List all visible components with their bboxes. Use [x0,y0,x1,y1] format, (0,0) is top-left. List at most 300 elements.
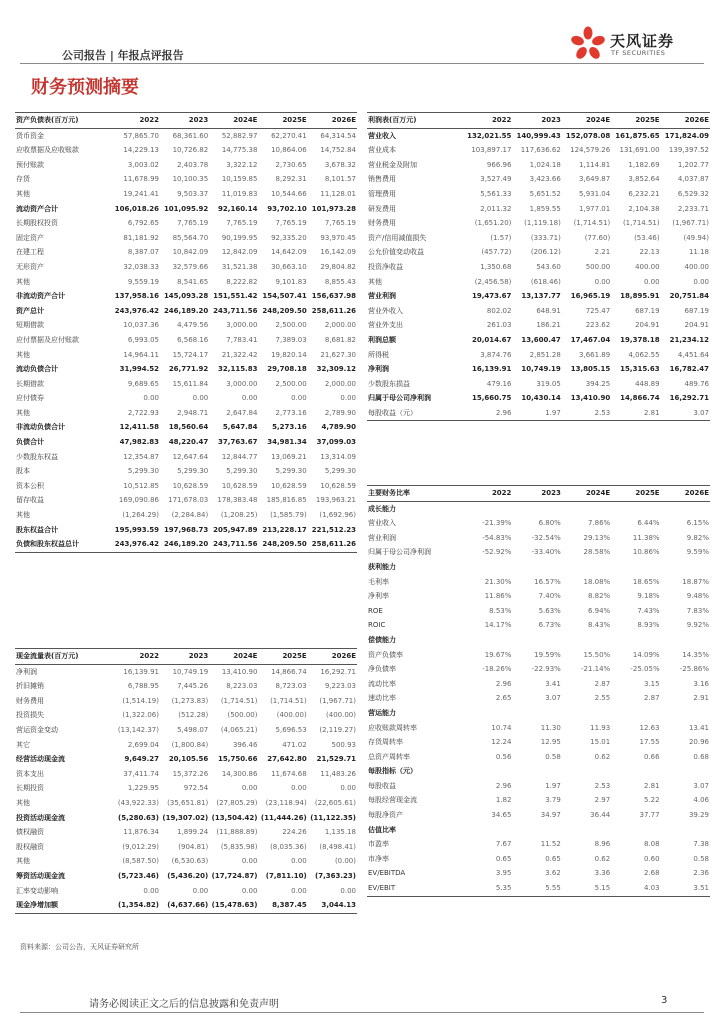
table-row [367,852,710,867]
value-cell: 3,044.13 [308,898,357,913]
row-label: 财务费用 [368,219,396,228]
table-row [15,738,357,753]
value-cell: 12,647.64 [172,452,209,461]
value-cell: 9,649.27 [124,755,159,764]
value-cell: (11,122.35) [310,813,356,822]
value-cell: -33.40% [531,548,561,557]
value-cell: (22,605.61) [314,798,356,807]
value-cell: 3,000.00 [226,321,258,330]
value-cell: 21.30% [484,577,512,586]
value-cell [512,633,561,648]
table-row [367,348,710,363]
value-cell: 103,897.17 [471,146,512,155]
table-row [15,420,357,435]
value-cell: 246,189.20 [160,537,209,552]
value-cell: 0.00 [143,886,159,895]
value-cell: 186.21 [536,321,561,330]
value-cell: 3,649.87 [579,175,611,184]
row-label: 应付债券 [16,394,44,403]
row-label: EV/EBITDA [368,869,406,878]
table-row [15,318,357,333]
value-cell: 13,137.77 [521,292,561,301]
value-cell: 5,299.30 [324,467,356,476]
value-cell: 10,864.06 [271,146,307,155]
value-cell: 2,000.00 [324,321,356,330]
row-label: 营业外支出 [368,321,403,330]
value-cell: 13.41 [688,723,709,732]
value-cell: (400.00) [276,711,307,720]
data-source-note: 资料来源：公司公告，天风证券研究所 [20,943,139,951]
row-label: 资产/信用减值损失 [368,233,427,242]
value-cell: 16,782.47 [669,365,709,374]
value-cell: 15.01 [590,738,611,747]
value-cell: 1,135.18 [324,828,356,837]
table-row [15,231,357,246]
row-label: 非流动资产合计 [16,292,65,301]
logo-flower-icon [570,26,606,62]
row-label: 其它 [16,740,30,749]
row-label: 长期股权投资 [16,219,58,228]
value-cell [562,633,611,648]
value-cell: 3.16 [693,679,709,688]
value-cell: 224.26 [282,828,307,837]
value-cell: 5.22 [644,796,660,805]
row-label: 货币资金 [16,131,44,140]
value-cell: 15.50% [583,650,611,659]
value-cell: 20,751.84 [669,292,709,301]
value-cell: 156,637.98 [311,292,356,301]
table-row [367,216,710,231]
value-cell: 101,095.92 [163,204,209,213]
value-cell: 18.87% [682,577,709,586]
value-cell: 8,541.65 [177,277,209,286]
row-label: 每股经营现金流 [368,796,417,805]
value-cell: (49.94) [683,233,709,242]
value-cell: 36.44 [590,811,611,820]
value-cell: 10.74 [491,723,512,732]
year-header-cell: 2022 [463,486,512,502]
row-label: 偿债能力 [368,635,396,644]
value-cell: 687.19 [635,306,660,315]
logo-text: 天风证券 [610,32,675,50]
value-cell: 4,789.90 [321,423,356,432]
value-cell: 5,273.16 [272,423,307,432]
page-number: 3 [661,995,668,1006]
value-cell [562,501,611,516]
value-cell: 14,866.74 [271,667,307,676]
table-row [367,377,710,392]
value-cell: -32.54% [531,533,561,542]
value-cell: 29,708.18 [267,365,307,374]
value-cell: 5,647.84 [222,423,258,432]
value-cell: 3.79 [545,796,561,805]
value-cell: 258,611.26 [308,537,357,552]
value-cell: 17,467.04 [570,335,611,344]
value-cell: (1,651.20) [474,219,512,228]
cash-flow-table [15,648,357,914]
value-cell: 5,651.52 [529,189,561,198]
row-label: 投资损失 [16,711,44,720]
value-cell: 7.86% [587,519,611,528]
value-cell: 18.65% [632,577,660,586]
table-row [15,537,357,552]
row-label: 长期借款 [16,379,44,388]
value-cell: 0.58 [693,854,709,863]
year-header-cell: 2025E [611,486,660,502]
table-row [15,435,357,450]
value-cell: 21,529.71 [316,755,356,764]
value-cell: 2.55 [594,694,611,703]
value-cell: 3.07 [693,781,709,790]
value-cell [611,764,660,779]
value-cell: (43,922.33) [117,798,159,807]
value-cell: 500.93 [331,740,356,749]
table-row [15,275,357,290]
row-label: 应付票据及应付账款 [16,335,79,344]
value-cell: 2.87 [594,679,611,688]
value-cell: 17.55 [639,738,660,747]
value-cell: 10,628.59 [271,481,307,490]
report-type-header: 公司报告 | 年报点评报告 [62,49,184,62]
value-cell: 14,964.11 [123,350,159,359]
value-cell: 205,947.89 [213,525,258,534]
value-cell: 6,788.95 [127,682,159,691]
value-cell: 0.00 [340,784,356,793]
value-cell [512,764,561,779]
table-row [367,260,710,275]
table-row [367,560,710,575]
value-cell: 0.00 [192,886,209,895]
value-cell: 966.96 [486,160,512,169]
value-cell: 10,628.59 [320,481,356,490]
value-cell: 8,855.43 [324,277,356,286]
value-cell: 2.97 [594,796,611,805]
value-cell: 14,752.84 [320,146,356,155]
table-header-row [367,113,710,129]
value-cell: 3.07 [661,406,710,421]
row-label: 资本公积 [16,481,44,490]
value-cell: 0.00 [594,277,611,286]
value-cell: 7.40% [538,592,561,601]
year-header-cell: 2025E [258,113,307,129]
value-cell: 124,579.26 [570,146,611,155]
value-cell: 169,090.86 [118,496,159,505]
table-row [15,723,357,738]
table-title-cell: 资产负债表(百万元) [15,113,111,129]
row-label: 经营活动现金流 [16,755,65,764]
row-label: 留存收益 [16,496,44,505]
value-cell: 479.16 [486,379,512,388]
value-cell: 29.13% [583,533,611,542]
value-cell: 3,003.02 [127,160,159,169]
table-row [15,825,357,840]
value-cell: 10,749.19 [521,365,561,374]
value-cell: 7.83% [686,606,709,615]
value-cell: 2.36 [693,869,709,878]
table-row [367,735,710,750]
value-cell: 0.58 [545,752,561,761]
row-label: 存货周转率 [368,738,403,747]
table-row [15,694,357,709]
row-label: 资产负债率 [368,650,403,659]
value-cell: 93,702.10 [267,204,307,213]
value-cell: 6.94% [587,606,611,615]
value-cell: 204.91 [684,321,709,330]
value-cell [512,501,561,516]
value-cell: 8,723.03 [275,682,307,691]
value-cell: 4,479.56 [177,321,209,330]
value-cell: 30,663.10 [271,262,307,271]
value-cell: 57,865.70 [123,131,159,140]
value-cell: 10,512.85 [123,481,159,490]
ratios-grid [367,485,710,897]
value-cell: 11.52 [540,840,561,849]
financial-ratios-table [367,485,710,897]
value-cell: 543.60 [536,262,561,271]
value-cell: 22.13 [639,248,660,257]
value-cell: 16,965.19 [570,292,611,301]
value-cell: 171,678.03 [168,496,209,505]
row-label: 短期借款 [16,321,44,330]
value-cell: (17,724.87) [211,871,258,880]
value-cell: (8,498.41) [319,842,356,851]
value-cell: 972.54 [183,784,209,793]
value-cell: 27,642.80 [267,755,307,764]
row-label: 归属于母公司净利润 [368,394,431,403]
value-cell: 5,299.30 [275,467,307,476]
table-row [15,289,357,304]
value-cell: (457.72) [481,248,512,257]
value-cell: 7.38 [693,840,709,849]
balance-grid [15,112,357,553]
row-label: 营业利润 [368,533,396,542]
value-cell: 193,963.21 [315,496,356,505]
value-cell: 2,789.90 [324,408,356,417]
value-cell: 0.60 [644,854,660,863]
value-cell: 7.43% [637,606,660,615]
value-cell: 2,851.28 [529,350,561,359]
value-cell: 8,101.57 [324,175,356,184]
value-cell: 10,430.14 [521,394,561,403]
balance-sheet-table [15,112,357,553]
row-label: 投资活动现金流 [16,813,65,822]
year-header-cell: 2024E [562,486,611,502]
value-cell: (0.00) [334,857,356,866]
company-logo [566,24,706,64]
value-cell: (1,208.25) [220,511,258,520]
value-cell: 92,335.20 [271,233,307,242]
value-cell: 90,199.95 [221,233,258,242]
value-cell [512,706,561,721]
value-cell: (400.00) [326,711,356,720]
row-label: 其他 [16,408,30,417]
value-cell: 1,977.01 [579,204,611,213]
value-cell: (5,723.46) [118,871,159,880]
value-cell: 2.53 [594,781,611,790]
value-cell: 15,750.66 [218,755,258,764]
table-row [367,516,710,531]
value-cell: 12,842.09 [221,248,258,257]
value-cell: 2,730.65 [275,160,307,169]
value-cell: 13,805.15 [570,365,611,374]
row-label: 财务费用 [16,696,44,705]
value-cell: 18.08% [583,577,611,586]
table-row [367,764,710,779]
value-cell: 0.00 [693,277,709,286]
value-cell: 471.02 [282,740,307,749]
value-cell: 8.08 [644,840,660,849]
value-cell: 11.93 [590,723,611,732]
value-cell: 37,763.67 [218,438,258,447]
value-cell: 14.35% [682,650,709,659]
value-cell: (11,444.26) [260,813,307,822]
value-cell: 140,999.43 [516,131,561,140]
value-cell: 37,411.74 [123,769,159,778]
value-cell: 32,309.12 [316,365,356,374]
value-cell: 18,560.64 [168,423,209,432]
table-row [15,767,357,782]
table-row [367,618,710,633]
value-cell: 12.63 [639,723,660,732]
row-label: 每股指标（元） [368,767,417,776]
value-cell: 2,722.93 [127,408,159,417]
value-cell: 3.51 [661,881,710,896]
table-row [15,479,357,494]
value-cell: 3.41 [545,679,561,688]
row-label: 营业外收入 [368,306,403,315]
value-cell: (1,800.84) [171,740,209,749]
value-cell: (5,280.63) [118,813,159,822]
value-cell: 9.92% [686,621,709,630]
value-cell: 52,882.97 [221,131,258,140]
row-label: 股本 [16,467,30,476]
value-cell: 16,139.91 [472,365,512,374]
value-cell [463,501,512,516]
value-cell: 243,976.42 [114,306,159,315]
row-label: 流动比率 [368,679,396,688]
value-cell: 8,681.82 [324,335,356,344]
value-cell: 8.53% [489,606,512,615]
value-cell [512,823,561,838]
value-cell: (1,322.06) [122,711,159,720]
value-cell: 2.96 [495,679,512,688]
table-row [15,304,357,319]
value-cell: 1,182.69 [628,160,660,169]
value-cell: 171,824.09 [664,131,709,140]
table-row [15,664,357,679]
value-cell: 5.55 [512,881,561,896]
table-row [367,143,710,158]
value-cell: 10.86% [632,548,660,557]
value-cell: 3.15 [644,679,660,688]
value-cell: 137,958.16 [114,292,159,301]
value-cell [661,633,710,648]
table-header-row [15,113,357,129]
value-cell [562,823,611,838]
value-cell: 11.30 [540,723,561,732]
value-cell: (4,065.21) [220,725,258,734]
table-row [367,750,710,765]
value-cell: 3,661.89 [579,350,611,359]
value-cell: 131,691.00 [619,146,660,155]
table-row [15,464,357,479]
row-label: 归属于母公司净利润 [368,548,431,557]
value-cell [463,764,512,779]
value-cell: 243,711.56 [213,306,258,315]
table-title-cell: 现金流量表(百万元) [15,649,111,665]
table-row [15,128,357,143]
value-cell: 243,711.56 [209,537,258,552]
value-cell: 32,038.33 [123,262,159,271]
value-cell: 106,018.26 [114,204,159,213]
value-cell: (11,888.89) [216,828,258,837]
value-cell: 8,387.07 [127,248,159,257]
value-cell: 5,561.33 [480,189,512,198]
year-header-cell: 2023 [512,113,561,129]
value-cell: (904.81) [178,842,209,851]
value-cell: 394.25 [585,379,611,388]
value-cell: 0.00 [143,394,159,403]
value-cell: (1,585.79) [270,511,307,520]
table-row [15,708,357,723]
table-row [15,143,357,158]
table-row [367,633,710,648]
value-cell: 246,189.20 [163,306,209,315]
year-header-cell: 2024E [209,649,258,665]
value-cell: 1,229.95 [127,784,159,793]
row-label: 总资产周转率 [368,752,410,761]
table-row [367,808,710,823]
row-label: 净利润 [368,365,389,374]
table-row [367,823,710,838]
year-header-cell: 2024E [562,113,611,129]
value-cell: 3.62 [545,869,561,878]
row-label: 股东权益合计 [16,525,58,534]
table-row [367,721,710,736]
value-cell: (2,284.84) [171,511,209,520]
value-cell: 400.00 [684,262,709,271]
value-cell: 11.38% [632,533,660,542]
value-cell: 20,105.56 [168,755,209,764]
value-cell: 221,512.23 [311,525,356,534]
value-cell: 62,270.41 [271,131,307,140]
table-row [15,781,357,796]
income-grid [367,112,710,421]
table-row [15,679,357,694]
value-cell: 26,771.92 [168,365,209,374]
table-row [367,837,710,852]
value-cell: 4,037.87 [677,175,709,184]
table-row [15,508,357,523]
value-cell [661,501,710,516]
row-label: 少数股东权益 [16,452,58,461]
value-cell: 14,775.38 [221,146,258,155]
value-cell: (15,478.63) [209,898,258,913]
value-cell: 34.97 [540,811,561,820]
value-cell: 5,299.30 [177,467,209,476]
row-label: 市净率 [368,854,389,863]
value-cell: 1.82 [495,796,512,805]
table-row [15,752,357,767]
row-label: 其他 [368,277,382,286]
value-cell [611,706,660,721]
value-cell [661,706,710,721]
table-row [367,128,710,143]
year-header-cell: 2026E [308,649,357,665]
value-cell: (53.46) [634,233,660,242]
value-cell: 37,099.03 [316,438,356,447]
table-row [367,589,710,604]
